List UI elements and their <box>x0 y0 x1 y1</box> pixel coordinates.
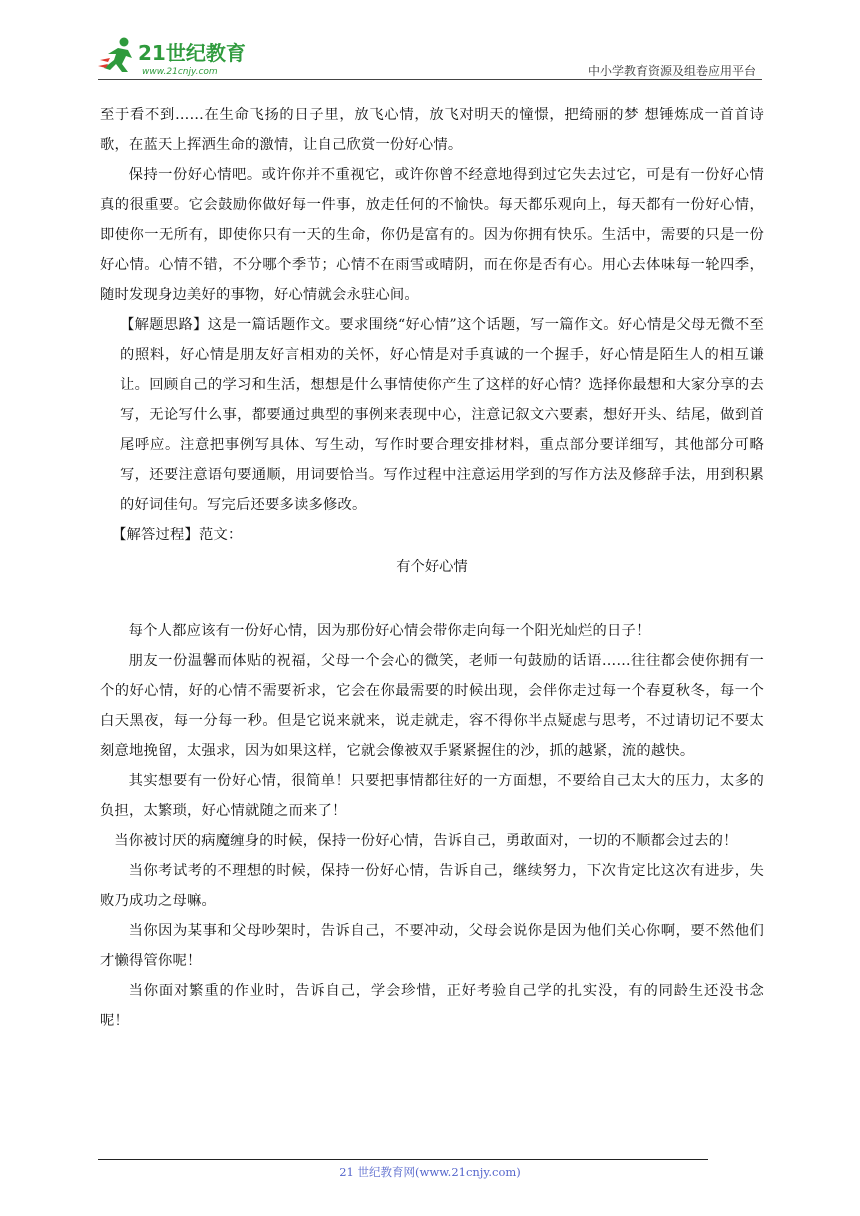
essay-paragraph-6: 当你因为某事和父母吵架时，告诉自己，不要冲动，父母会说你是因为他们关心你啊，要不然他们才懒得管你呢！ <box>100 923 764 969</box>
document-body <box>100 100 764 1036</box>
footer-divider <box>98 1159 708 1160</box>
essay-paragraph-7: 当你面对繁重的作业时，告诉自己，学会珍惜，正好考验自己学的扎实没，有的同龄生还没书念呢！ <box>100 983 764 1029</box>
paragraph-2: 保持一份好心情吧。或许你并不重视它，或许你曾不经意地得到过它失去过它，可是有一份好心情真的很重要。它会鼓励你做好每一件事，放走任何的不愉快。每天都乐观向上，每天都有一份好心情，即使你一无所有，即使你只有一天的生命，你仍是富有的。因为你拥有快乐。生活中，需要的只是一份好心情。心情不错，不分哪个季节；心情不在雨雪或晴阴，而在你是否有心。用心去体味每一轮四季，随时发现身边美好的事物，好心情就会永驻心间。 <box>100 167 764 303</box>
header-divider <box>98 79 762 80</box>
page-footer: 21 世纪教育网(www.21cnjy.com) <box>339 1165 521 1179</box>
site-logo <box>98 34 268 78</box>
essay-paragraph-4: 当你被讨厌的病魔缠身的时候，保持一份好心情，告诉自己，勇敢面对，一切的不顺都会过去的！ <box>114 833 738 849</box>
essay-title: 有个好心情 <box>396 559 468 575</box>
logo-text: 21世纪教育 <box>138 41 246 65</box>
solution-process-label: 【解答过程】范文： <box>112 527 243 543</box>
essay-paragraph-2: 朋友一份温馨而体贴的祝福，父母一个会心的微笑，老师一句鼓励的话语……往往都会使你拥有一个的好心情，好的心情不需要祈求，它会在你最需要的时候出现，会伴你走过每一个春夏秋冬，每一个白天黑夜，每一分每一秒。但是它说来就来，说走就走，容不得你半点疑虑与思考，不过请切记不要太刻意地挽留，太强求，因为如果这样，它就会像被双手紧紧握住的沙，抓的越紧，流的越快。 <box>100 653 764 759</box>
platform-label: 中小学教育资源及组卷应用平台 <box>587 64 756 78</box>
essay-paragraph-5: 当你考试考的不理想的时候，保持一份好心情，告诉自己，继续努力，下次肯定比这次有进步，失败乃成功之母嘛。 <box>100 863 764 909</box>
paragraph-1: 至于看不到……在生命飞扬的日子里，放飞心情，放飞对明天的憧憬，把绮丽的梦 想锤炼成一首首诗歌，在蓝天上挥洒生命的激情，让自己欣赏一份好心情。 <box>100 107 764 153</box>
logo-url: www.21cnjy.com <box>142 67 218 77</box>
essay-paragraph-1: 每个人都应该有一份好心情，因为那份好心情会带你走向每一个阳光灿烂的日子！ <box>128 623 651 639</box>
solution-approach: 【解题思路】这是一篇话题作文。要求围绕“好心情”这个话题，写一篇作文。好心情是父母无微不至的照料，好心情是朋友好言相劝的关怀，好心情是对手真诚的一个握手，好心情是陌生人的相互谦让。回顾自己的学习和生活，想想是什么事情使你产生了这样的好心情？选择你最想和大家分享的去写，无论写什么事，都要通过典型的事例来表现中心，注意记叙文六要素，想好开头、结尾，做到首尾呼应。注意把事例写具体、写生动，写作时要合理安排材料，重点部分要详细写，其他部分可略写，还要注意语句要通顺，用词要恰当。写作过程中注意运用学到的写作方法及修辞手法，用到积累的好词佳句。写完后还要多读多修改。 <box>120 317 764 513</box>
essay-paragraph-3: 其实想要有一份好心情，很简单！只要把事情都往好的一方面想，不要给自己太大的压力，太多的负担，太繁琐，好心情就随之而来了！ <box>100 773 764 819</box>
page-header <box>98 34 762 80</box>
